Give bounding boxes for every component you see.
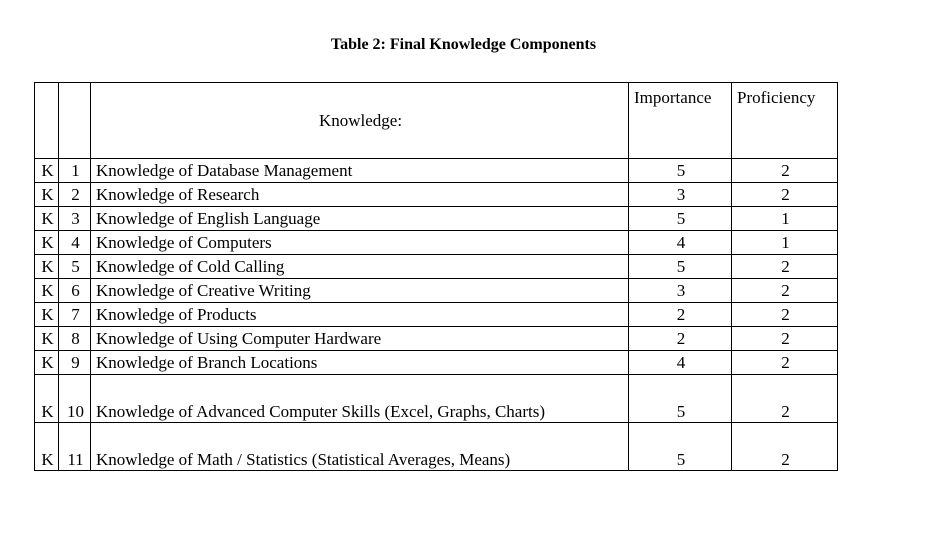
row-importance: 5 (629, 423, 732, 471)
row-importance: 5 (629, 159, 732, 183)
row-importance: 3 (629, 279, 732, 303)
row-prefix: K (35, 231, 59, 255)
header-proficiency: Proficiency (732, 83, 838, 159)
header-knowledge: Knowledge: (91, 83, 629, 159)
header-row (35, 83, 838, 159)
row-importance: 2 (629, 303, 732, 327)
header-importance: Importance (629, 83, 732, 159)
row-proficiency: 2 (732, 327, 838, 351)
row-number: 10 (59, 375, 91, 423)
row-description: Knowledge of Cold Calling (91, 255, 629, 279)
row-prefix: K (35, 255, 59, 279)
header-number-cell (59, 83, 91, 159)
row-prefix: K (35, 303, 59, 327)
row-description: Knowledge of Using Computer Hardware (91, 327, 629, 351)
table-row (35, 207, 838, 231)
table-body (35, 159, 838, 471)
row-description: Knowledge of Branch Locations (91, 351, 629, 375)
table-row (35, 231, 838, 255)
row-proficiency: 2 (732, 255, 838, 279)
row-number: 4 (59, 231, 91, 255)
table-row (35, 159, 838, 183)
knowledge-components-table (34, 82, 838, 471)
row-prefix: K (35, 375, 59, 423)
row-importance: 5 (629, 207, 732, 231)
row-importance: 5 (629, 375, 732, 423)
row-description: Knowledge of Products (91, 303, 629, 327)
row-importance: 3 (629, 183, 732, 207)
table-row (35, 303, 838, 327)
row-number: 9 (59, 351, 91, 375)
row-proficiency: 2 (732, 351, 838, 375)
row-proficiency: 2 (732, 279, 838, 303)
table-row (35, 423, 838, 471)
row-proficiency: 1 (732, 207, 838, 231)
row-importance: 5 (629, 255, 732, 279)
row-prefix: K (35, 279, 59, 303)
row-description: Knowledge of Creative Writing (91, 279, 629, 303)
row-proficiency: 2 (732, 375, 838, 423)
row-number: 1 (59, 159, 91, 183)
row-proficiency: 2 (732, 159, 838, 183)
row-proficiency: 2 (732, 183, 838, 207)
row-number: 7 (59, 303, 91, 327)
row-prefix: K (35, 159, 59, 183)
row-importance: 2 (629, 327, 732, 351)
header-prefix-cell (35, 83, 59, 159)
row-description: Knowledge of Math / Statistics (Statistical Averages, Means) (91, 423, 629, 471)
row-prefix: K (35, 183, 59, 207)
row-prefix: K (35, 327, 59, 351)
row-proficiency: 2 (732, 423, 838, 471)
row-proficiency: 1 (732, 231, 838, 255)
row-description: Knowledge of English Language (91, 207, 629, 231)
row-prefix: K (35, 351, 59, 375)
row-prefix: K (35, 423, 59, 471)
table-row (35, 255, 838, 279)
row-description: Knowledge of Advanced Computer Skills (Excel, Graphs, Charts) (91, 375, 629, 423)
table-row (35, 279, 838, 303)
row-importance: 4 (629, 351, 732, 375)
row-number: 8 (59, 327, 91, 351)
table-row (35, 375, 838, 423)
row-number: 6 (59, 279, 91, 303)
row-description: Knowledge of Research (91, 183, 629, 207)
row-number: 2 (59, 183, 91, 207)
table-caption: Table 2: Final Knowledge Components (330, 36, 597, 53)
row-number: 5 (59, 255, 91, 279)
row-description: Knowledge of Computers (91, 231, 629, 255)
table-row (35, 327, 838, 351)
row-description: Knowledge of Database Management (91, 159, 629, 183)
row-importance: 4 (629, 231, 732, 255)
row-number: 3 (59, 207, 91, 231)
table-row (35, 183, 838, 207)
table-row (35, 351, 838, 375)
row-number: 11 (59, 423, 91, 471)
row-prefix: K (35, 207, 59, 231)
row-proficiency: 2 (732, 303, 838, 327)
